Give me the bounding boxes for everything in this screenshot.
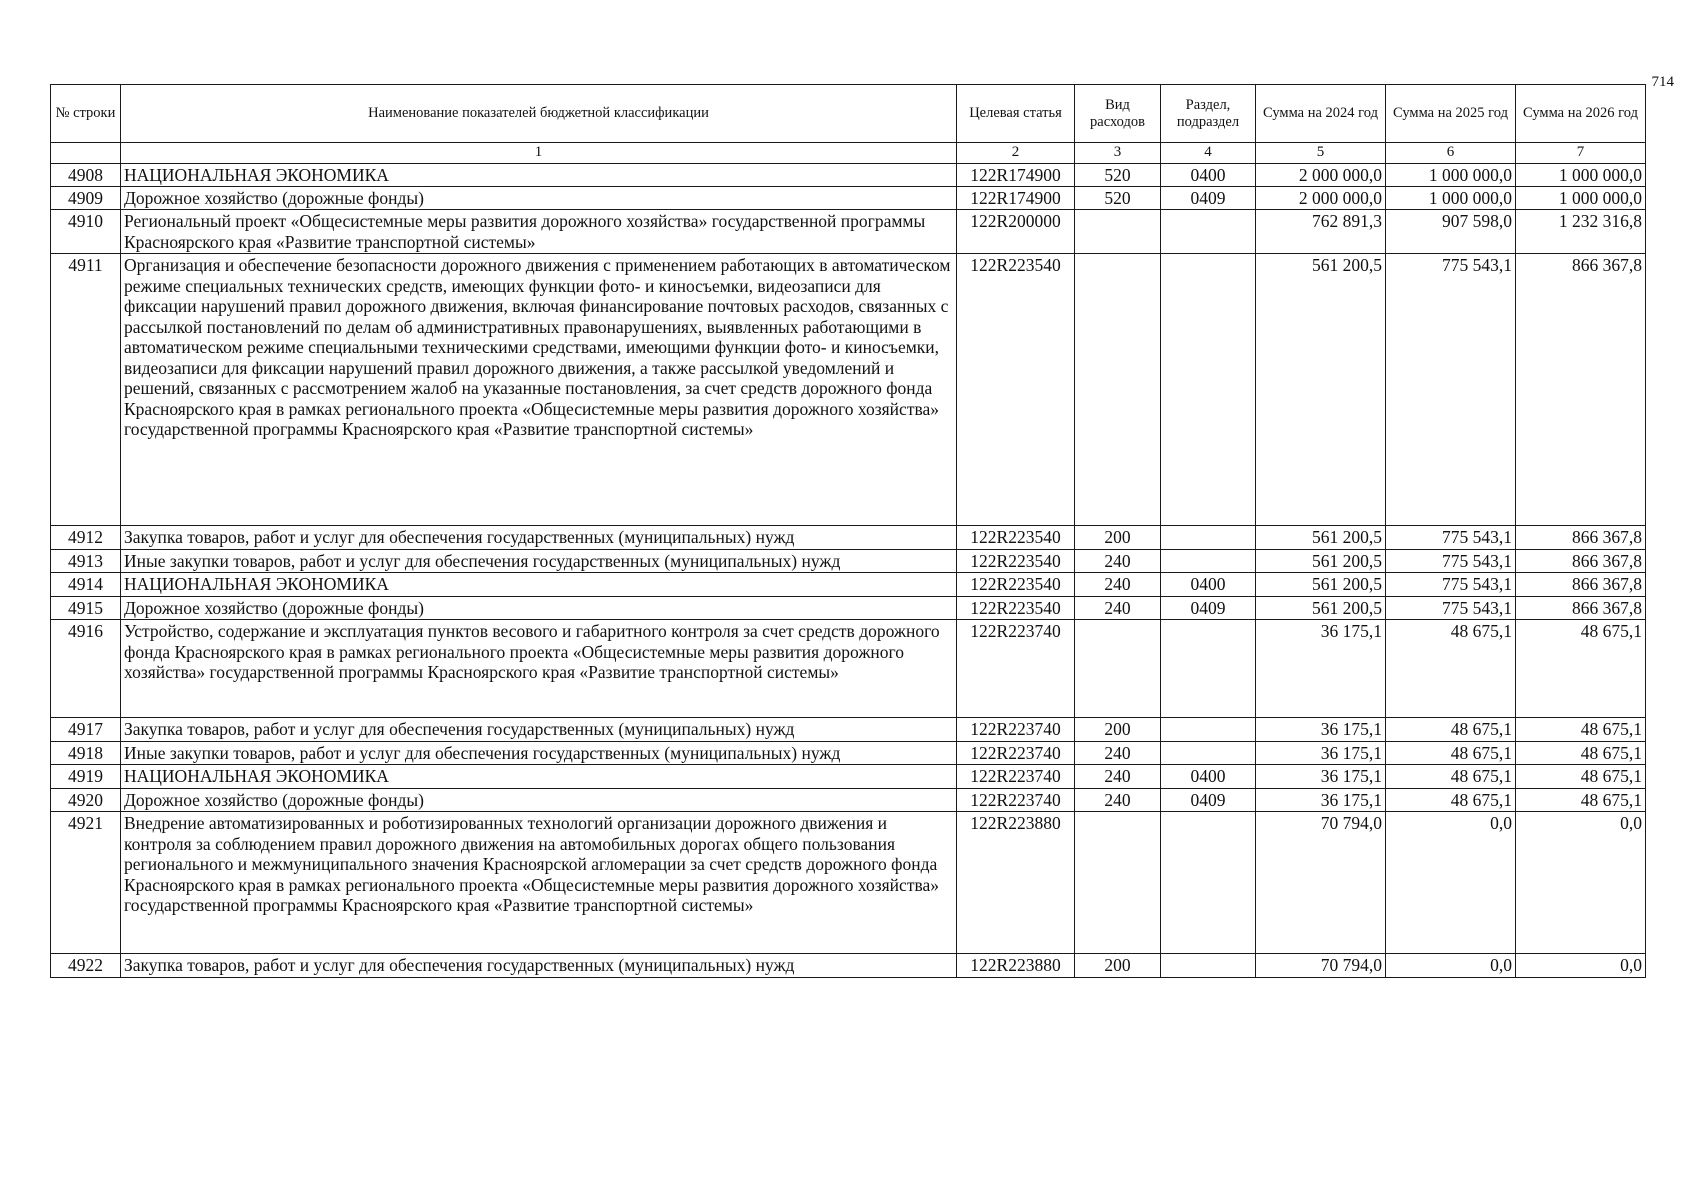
header-target: Целевая статья [957,85,1075,143]
table-row [51,526,1646,549]
sum-2024-cell: 2 000 000,0 [1256,187,1386,210]
sum-2025-cell: 48 675,1 [1386,741,1516,764]
table-row [51,741,1646,764]
column-number: 1 [121,143,957,164]
sum-2025-cell: 0,0 [1386,954,1516,977]
page-number: 714 [1651,74,1674,90]
sum-2024-cell: 2 000 000,0 [1256,163,1386,186]
target-article-cell: 122R223540 [957,254,1075,526]
sum-2024-cell: 561 200,5 [1256,596,1386,619]
section-cell: 0400 [1161,765,1256,788]
section-cell [1161,954,1256,977]
target-article-cell: 122R174900 [957,187,1075,210]
section-cell: 0409 [1161,788,1256,811]
table-row [51,596,1646,619]
column-number: 5 [1256,143,1386,164]
table-row [51,549,1646,572]
sum-2025-cell: 1 000 000,0 [1386,187,1516,210]
sum-2026-cell: 1 000 000,0 [1516,163,1646,186]
indicator-name-cell: Дорожное хозяйство (дорожные фонды) [121,788,957,811]
indicator-name-cell: НАЦИОНАЛЬНАЯ ЭКОНОМИКА [121,765,957,788]
sum-2024-cell: 762 891,3 [1256,210,1386,254]
indicator-name-cell: Закупка товаров, работ и услуг для обеспечения государственных (муниципальных) нужд [121,954,957,977]
header-sum-2024: Сумма на 2024 год [1256,85,1386,143]
table-row [51,718,1646,741]
target-article-cell: 122R223880 [957,812,1075,954]
section-cell: 0409 [1161,596,1256,619]
indicator-name-cell: НАЦИОНАЛЬНАЯ ЭКОНОМИКА [121,573,957,596]
row-number-cell: 4918 [51,741,121,764]
target-article-cell: 122R200000 [957,210,1075,254]
section-cell [1161,812,1256,954]
sum-2024-cell: 561 200,5 [1256,526,1386,549]
target-article-cell: 122R223540 [957,596,1075,619]
column-number: 4 [1161,143,1256,164]
expense-type-cell: 520 [1075,187,1161,210]
sum-2024-cell: 70 794,0 [1256,954,1386,977]
sum-2024-cell: 70 794,0 [1256,812,1386,954]
table-row [51,163,1646,186]
target-article-cell: 122R223740 [957,718,1075,741]
header-section: Раздел, подраздел [1161,85,1256,143]
indicator-name-cell: Региональный проект «Общесистемные меры развития дорожного хозяйства» государственной программы Красноярского края «Развитие транспортной системы» [121,210,957,254]
section-cell: 0400 [1161,573,1256,596]
sum-2025-cell: 48 675,1 [1386,620,1516,718]
sum-2026-cell: 48 675,1 [1516,620,1646,718]
row-number-cell: 4919 [51,765,121,788]
row-number-cell: 4921 [51,812,121,954]
sum-2026-cell: 0,0 [1516,954,1646,977]
table-row [51,788,1646,811]
row-number-cell: 4913 [51,549,121,572]
sum-2026-cell: 48 675,1 [1516,741,1646,764]
target-article-cell: 122R223880 [957,954,1075,977]
row-number-cell: 4916 [51,620,121,718]
sum-2025-cell: 48 675,1 [1386,765,1516,788]
expense-type-cell: 200 [1075,718,1161,741]
budget-table [50,84,1646,978]
sum-2024-cell: 561 200,5 [1256,549,1386,572]
header-row-no: № строки [51,85,121,143]
section-cell: 0409 [1161,187,1256,210]
row-number-cell: 4914 [51,573,121,596]
column-number: 7 [1516,143,1646,164]
sum-2026-cell: 866 367,8 [1516,573,1646,596]
indicator-name-cell: Дорожное хозяйство (дорожные фонды) [121,187,957,210]
sum-2024-cell: 36 175,1 [1256,718,1386,741]
table-row [51,573,1646,596]
expense-type-cell [1075,254,1161,526]
header-expense-type: Вид расходов [1075,85,1161,143]
section-cell [1161,620,1256,718]
row-number-cell: 4915 [51,596,121,619]
section-cell [1161,526,1256,549]
sum-2025-cell: 775 543,1 [1386,573,1516,596]
expense-type-cell: 240 [1075,788,1161,811]
expense-type-cell [1075,620,1161,718]
expense-type-cell: 240 [1075,741,1161,764]
sum-2026-cell: 866 367,8 [1516,254,1646,526]
table-row [51,812,1646,954]
sum-2024-cell: 561 200,5 [1256,573,1386,596]
sum-2026-cell: 1 232 316,8 [1516,210,1646,254]
expense-type-cell [1075,210,1161,254]
sum-2025-cell: 775 543,1 [1386,549,1516,572]
expense-type-cell: 240 [1075,573,1161,596]
sum-2024-cell: 36 175,1 [1256,620,1386,718]
header-sum-2025: Сумма на 2025 год [1386,85,1516,143]
indicator-name-cell: Организация и обеспечение безопасности дорожного движения с применением работающих в автоматическом режиме специальных технических средств, имеющих функции фото- и киносъемки, видеозаписи для фиксации нарушений правил дорожного движения, включая финансирование почтовых расходов, связанных с рассылкой постановлений по делам об административных правонарушениях, выявленных работающими в автоматическом режиме специальными техническими средствами, имеющими функции фото- и киносъемки, видеозаписи для фиксации нарушений правил дорожного движения, а также рассылкой уведомлений и решений, связанных с рассмотрением жалоб на указанные постановления, за счет средств дорожного фонда Красноярского края в рамках регионального проекта «Общесистемные меры развития дорожного хозяйства» государственной программы Красноярского края «Развитие транспортной системы» [121,254,957,526]
section-cell [1161,741,1256,764]
sum-2025-cell: 775 543,1 [1386,254,1516,526]
column-number-blank [51,143,121,164]
sum-2025-cell: 907 598,0 [1386,210,1516,254]
column-number: 6 [1386,143,1516,164]
expense-type-cell: 240 [1075,765,1161,788]
expense-type-cell: 240 [1075,596,1161,619]
indicator-name-cell: Закупка товаров, работ и услуг для обеспечения государственных (муниципальных) нужд [121,718,957,741]
row-number-cell: 4910 [51,210,121,254]
table-row [51,210,1646,254]
row-number-cell: 4920 [51,788,121,811]
row-number-cell: 4908 [51,163,121,186]
row-number-cell: 4922 [51,954,121,977]
target-article-cell: 122R223540 [957,573,1075,596]
indicator-name-cell: Устройство, содержание и эксплуатация пунктов весового и габаритного контроля за счет средств дорожного фонда Красноярского края в рамках регионального проекта «Общесистемные меры развития дорожного хозяйства» государственной программы Красноярского края «Развитие транспортной системы» [121,620,957,718]
section-cell [1161,718,1256,741]
column-number: 3 [1075,143,1161,164]
sum-2024-cell: 36 175,1 [1256,741,1386,764]
expense-type-cell: 520 [1075,163,1161,186]
indicator-name-cell: Иные закупки товаров, работ и услуг для обеспечения государственных (муниципальных) нужд [121,741,957,764]
expense-type-cell: 240 [1075,549,1161,572]
sum-2025-cell: 48 675,1 [1386,788,1516,811]
sum-2026-cell: 866 367,8 [1516,596,1646,619]
sum-2025-cell: 775 543,1 [1386,526,1516,549]
sum-2024-cell: 36 175,1 [1256,765,1386,788]
target-article-cell: 122R174900 [957,163,1075,186]
target-article-cell: 122R223740 [957,788,1075,811]
target-article-cell: 122R223740 [957,765,1075,788]
sum-2026-cell: 48 675,1 [1516,788,1646,811]
column-number: 2 [957,143,1075,164]
row-number-cell: 4911 [51,254,121,526]
header-row [51,85,1646,143]
indicator-name-cell: Иные закупки товаров, работ и услуг для обеспечения государственных (муниципальных) нужд [121,549,957,572]
table-row [51,254,1646,526]
sum-2025-cell: 1 000 000,0 [1386,163,1516,186]
sum-2025-cell: 0,0 [1386,812,1516,954]
target-article-cell: 122R223740 [957,620,1075,718]
target-article-cell: 122R223540 [957,526,1075,549]
row-number-cell: 4917 [51,718,121,741]
sum-2026-cell: 48 675,1 [1516,765,1646,788]
indicator-name-cell: НАЦИОНАЛЬНАЯ ЭКОНОМИКА [121,163,957,186]
sum-2024-cell: 561 200,5 [1256,254,1386,526]
sum-2026-cell: 48 675,1 [1516,718,1646,741]
sum-2026-cell: 1 000 000,0 [1516,187,1646,210]
table-row [51,620,1646,718]
section-cell: 0400 [1161,163,1256,186]
sum-2026-cell: 866 367,8 [1516,549,1646,572]
expense-type-cell: 200 [1075,526,1161,549]
sum-2024-cell: 36 175,1 [1256,788,1386,811]
sum-2025-cell: 775 543,1 [1386,596,1516,619]
column-number-row [51,143,1646,164]
section-cell [1161,254,1256,526]
table-row [51,765,1646,788]
table-row [51,187,1646,210]
header-sum-2026: Сумма на 2026 год [1516,85,1646,143]
sum-2025-cell: 48 675,1 [1386,718,1516,741]
expense-type-cell [1075,812,1161,954]
table-row [51,954,1646,977]
section-cell [1161,549,1256,572]
target-article-cell: 122R223540 [957,549,1075,572]
sum-2026-cell: 866 367,8 [1516,526,1646,549]
target-article-cell: 122R223740 [957,741,1075,764]
header-name: Наименование показателей бюджетной классификации [121,85,957,143]
sum-2026-cell: 0,0 [1516,812,1646,954]
expense-type-cell: 200 [1075,954,1161,977]
indicator-name-cell: Дорожное хозяйство (дорожные фонды) [121,596,957,619]
indicator-name-cell: Закупка товаров, работ и услуг для обеспечения государственных (муниципальных) нужд [121,526,957,549]
row-number-cell: 4909 [51,187,121,210]
section-cell [1161,210,1256,254]
row-number-cell: 4912 [51,526,121,549]
indicator-name-cell: Внедрение автоматизированных и роботизированных технологий организации дорожного движения и контроля за соблюдением правил дорожного движения на автомобильных дорогах общего пользования регионального и межмуниципального значения Красноярской агломерации за счет средств дорожного фонда Красноярского края в рамках регионального проекта «Общесистемные меры развития дорожного хозяйства» государственной программы Красноярского края «Развитие транспортной системы» [121,812,957,954]
